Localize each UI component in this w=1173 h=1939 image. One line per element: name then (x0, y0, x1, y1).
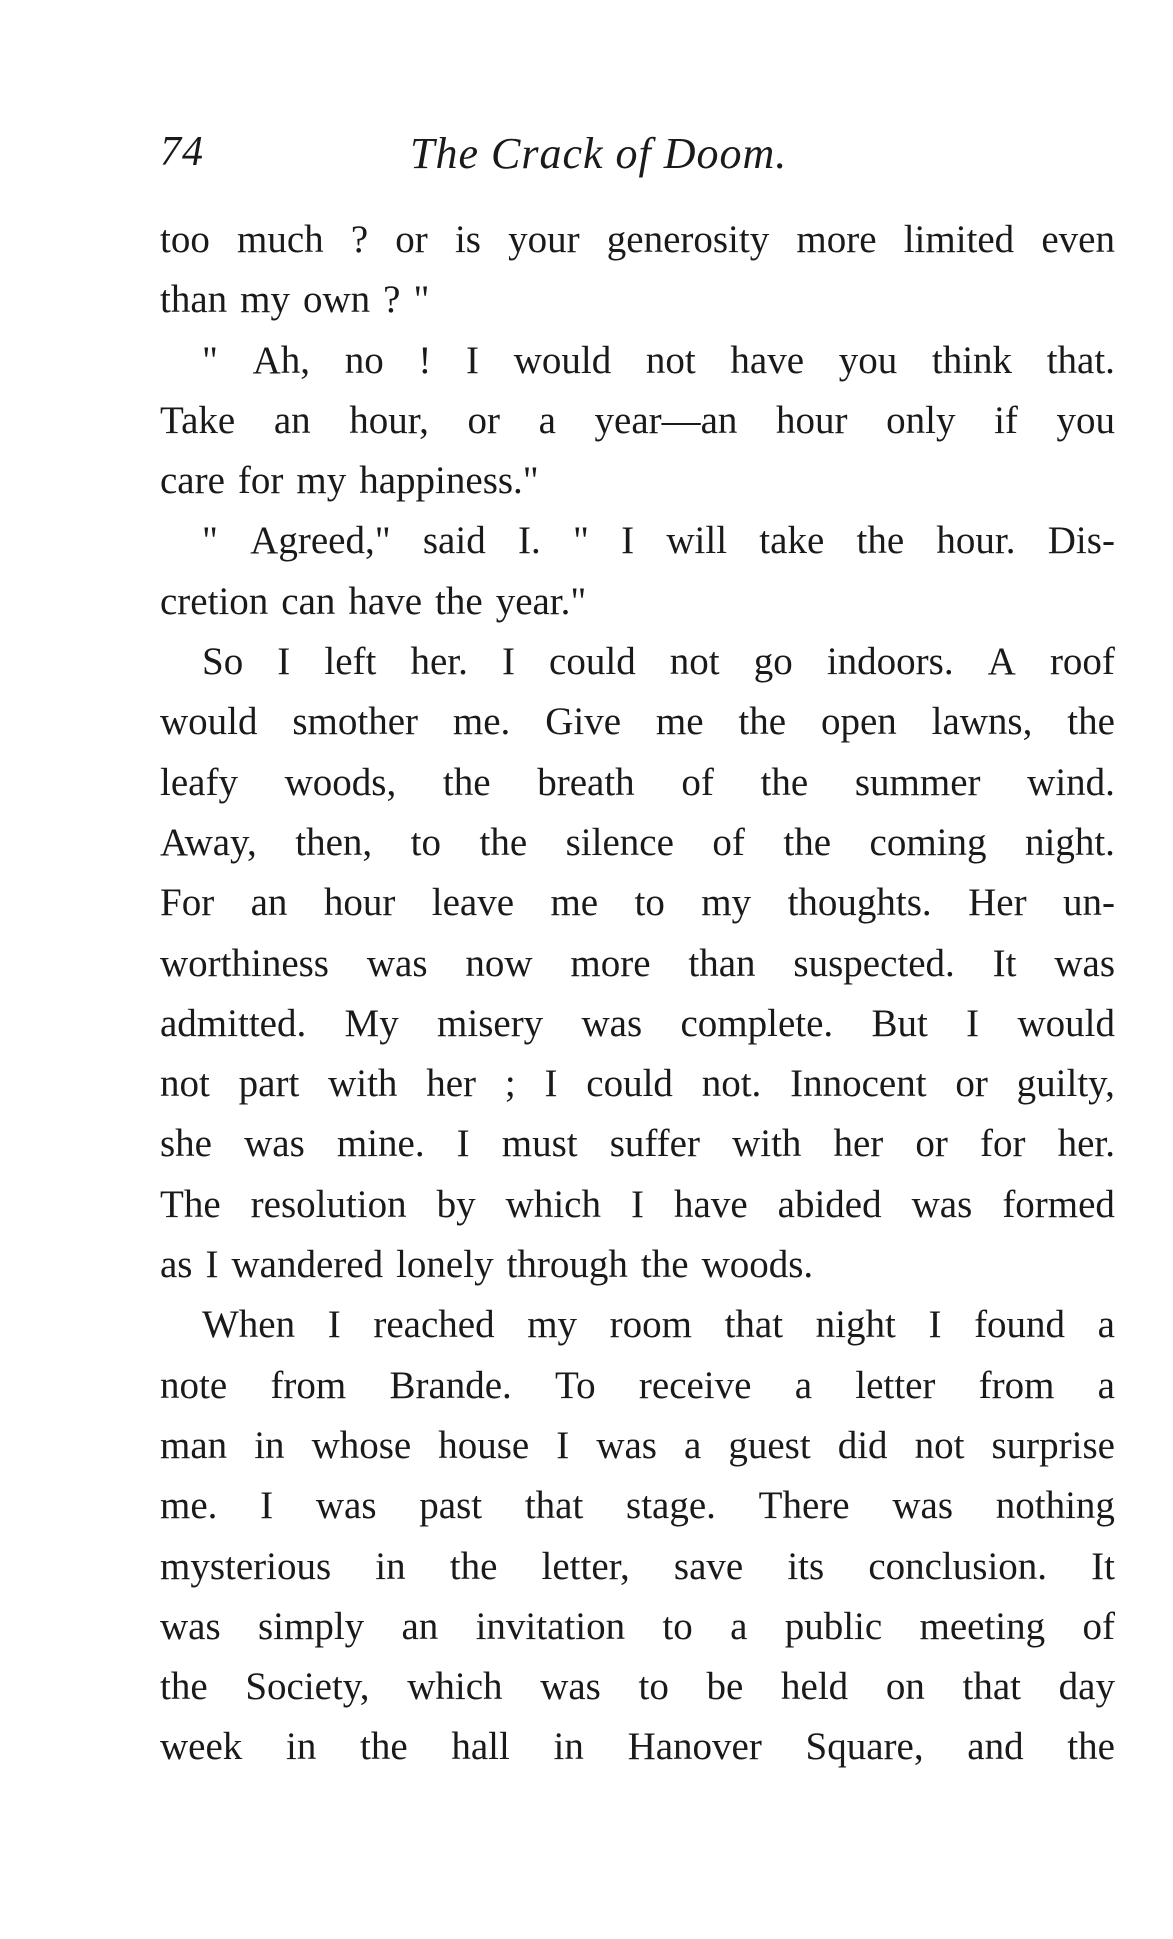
word: more (570, 941, 651, 985)
word: you (838, 338, 898, 382)
word: my (527, 1303, 578, 1347)
word: day (1058, 1665, 1115, 1709)
word: my (701, 881, 752, 925)
word: public (784, 1604, 883, 1648)
word: hour (776, 398, 848, 442)
word: cretion (160, 579, 269, 623)
word: her. (1057, 1122, 1115, 1166)
word: left (324, 640, 377, 684)
word: through (506, 1243, 628, 1287)
word: was (540, 1665, 601, 1709)
word: Society, (245, 1665, 370, 1709)
text-line (160, 1235, 1115, 1295)
text-line (160, 813, 1115, 873)
word: misery (437, 1001, 544, 1045)
word: wandered (231, 1243, 384, 1287)
text-line (160, 994, 1115, 1054)
word: Brande. (389, 1363, 512, 1407)
word: summer (854, 760, 981, 804)
word: My (344, 1001, 399, 1045)
word: could (549, 640, 636, 684)
word: a (794, 1363, 813, 1407)
word: if (994, 398, 1018, 442)
word: would (1017, 1001, 1115, 1045)
word: the (479, 820, 528, 864)
word: There (758, 1484, 850, 1528)
word: own (303, 278, 371, 322)
word: must (501, 1122, 578, 1166)
text-line (160, 1114, 1115, 1174)
word: with (328, 1062, 398, 1106)
word: the (160, 1665, 208, 1709)
word: to (662, 1604, 693, 1648)
word: When (202, 1303, 296, 1347)
word: not (669, 640, 720, 684)
word: year." (495, 579, 587, 623)
word: conclusion. (868, 1544, 1048, 1588)
word: I (544, 1062, 558, 1106)
word: could (586, 1062, 673, 1106)
word: or (915, 1122, 948, 1166)
word: leafy (160, 760, 238, 804)
word: the (360, 1725, 408, 1769)
word: hall (451, 1725, 510, 1769)
text-line (160, 1356, 1115, 1416)
word: guilty, (1016, 1062, 1115, 1106)
word: Away, (160, 820, 257, 864)
word: not. (701, 1062, 762, 1106)
word: invitation (475, 1604, 626, 1648)
word: hour. (936, 519, 1016, 563)
word: was (911, 1182, 973, 1226)
page-number: 74 (160, 129, 204, 175)
word: For (160, 881, 215, 925)
word: me (550, 881, 599, 925)
word: lonely (396, 1243, 494, 1287)
word: thoughts. (787, 881, 932, 925)
word: breath (537, 760, 635, 804)
word: my (296, 459, 347, 503)
word: or (467, 398, 501, 442)
word: part (238, 1062, 300, 1106)
text-line (160, 511, 1115, 571)
word: coming (869, 820, 987, 864)
word: the (449, 1544, 498, 1588)
word: was (244, 1122, 305, 1166)
word: So (202, 640, 244, 684)
word: indoors. (826, 640, 954, 684)
word: the (738, 700, 787, 744)
text-line (160, 1717, 1115, 1777)
word: smother (292, 700, 419, 744)
word: simply (257, 1604, 365, 1648)
word: think (931, 338, 1013, 382)
word: night. (1024, 820, 1115, 864)
word: with (732, 1122, 802, 1166)
word: Square, (805, 1725, 924, 1769)
word: surprise (991, 1423, 1115, 1467)
word: she (160, 1122, 212, 1166)
word: in (254, 1423, 285, 1467)
word: I (456, 1122, 470, 1166)
word: I (501, 640, 515, 684)
word: which (407, 1665, 503, 1709)
word: my (240, 278, 290, 322)
word: an (401, 1604, 439, 1648)
word: too (160, 218, 210, 261)
word: hour, (349, 398, 429, 442)
word: the (783, 820, 832, 864)
word: and (967, 1725, 1024, 1769)
running-title: The Crack of Doom. (410, 129, 788, 178)
word: Innocent (790, 1062, 927, 1106)
text-line (160, 331, 1115, 391)
word: of (681, 760, 714, 804)
word: then, (295, 820, 373, 864)
word: in (375, 1544, 406, 1588)
word: her (426, 1062, 477, 1106)
word: can (281, 579, 336, 623)
word: letter (855, 1363, 936, 1407)
word: happiness." (359, 459, 539, 503)
word: generosity (606, 218, 770, 261)
word: to (634, 881, 665, 925)
word: in (553, 1725, 584, 1769)
word: Agreed," (250, 519, 391, 563)
text-line (160, 451, 1115, 511)
word: the (640, 1243, 689, 1287)
text-line (160, 572, 1115, 632)
word: was (366, 941, 428, 985)
word: I (205, 1243, 219, 1287)
word: in (285, 1725, 317, 1769)
word: save (673, 1544, 744, 1588)
word: letter, (541, 1544, 630, 1588)
word: guest (728, 1423, 811, 1467)
word: It (1091, 1544, 1115, 1588)
word: A (987, 640, 1016, 684)
word: I (260, 1484, 274, 1528)
word: the (1067, 1725, 1115, 1769)
word: by (436, 1182, 476, 1226)
word: I (621, 519, 635, 563)
word: nothing (995, 1484, 1115, 1528)
word: un- (1062, 881, 1115, 925)
word: found (974, 1303, 1066, 1347)
word: was (1054, 941, 1115, 985)
word: me. (160, 1484, 218, 1528)
word: the (1067, 700, 1115, 744)
word: lawns, (931, 700, 1033, 744)
word: not (160, 1062, 210, 1106)
word: is (454, 218, 481, 261)
text-line (160, 934, 1115, 994)
word: no (344, 338, 384, 382)
text-line (160, 1295, 1115, 1355)
word: have (348, 579, 423, 623)
word: not (914, 1423, 965, 1467)
word: woods. (701, 1243, 814, 1287)
word: go (753, 640, 793, 684)
word: was (160, 1604, 221, 1648)
word: that (524, 1484, 584, 1528)
word: night (815, 1303, 896, 1347)
word: did (837, 1423, 888, 1467)
word: that (724, 1303, 784, 1347)
word: I (928, 1303, 942, 1347)
word: receive (638, 1363, 752, 1407)
page-header (160, 128, 1120, 188)
word: " (572, 519, 589, 563)
word: that (962, 1665, 1021, 1709)
word: admitted. (160, 1001, 307, 1045)
word: whose (311, 1423, 412, 1467)
word: complete. (680, 1001, 834, 1045)
word: or (395, 218, 428, 261)
word: I. (517, 519, 541, 563)
word: a (538, 398, 556, 442)
word: formed (1002, 1182, 1115, 1226)
word: meeting (919, 1604, 1046, 1648)
word: Give (545, 700, 621, 744)
word: care (160, 459, 225, 503)
word: reached (373, 1303, 495, 1347)
word: have (674, 1182, 748, 1226)
text-line (160, 1416, 1115, 1476)
word: an (273, 398, 311, 442)
word: was (315, 1484, 377, 1528)
word: woods, (284, 760, 397, 804)
word: to (410, 820, 441, 864)
word: I (556, 1423, 570, 1467)
word: I (966, 1001, 980, 1045)
word: now (465, 941, 533, 985)
word: not (645, 338, 696, 382)
word: was (596, 1423, 657, 1467)
text-line (160, 1175, 1115, 1235)
word: of (1082, 1604, 1115, 1648)
text-line (160, 632, 1115, 692)
text-line (160, 753, 1115, 813)
word: a (1097, 1363, 1115, 1407)
word: It (992, 941, 1017, 985)
word: her. (410, 640, 468, 684)
word: mysterious (160, 1544, 332, 1588)
word: hour (323, 881, 396, 925)
word: the (856, 519, 905, 563)
word: " (202, 338, 218, 382)
word: But (871, 1001, 928, 1045)
text-line (160, 210, 1115, 270)
word: " (202, 519, 218, 563)
word: as (160, 1243, 193, 1287)
word: than (160, 278, 228, 322)
word: mine. (336, 1122, 425, 1166)
word: week (160, 1725, 243, 1769)
word: from (978, 1363, 1055, 1407)
word: open (820, 700, 897, 744)
word: ? (350, 218, 369, 261)
word: I (327, 1303, 341, 1347)
word: a (684, 1423, 702, 1467)
word: abided (777, 1182, 882, 1226)
word: than (688, 941, 756, 985)
word: ? (383, 278, 401, 322)
text-line (160, 1597, 1115, 1657)
word: will (666, 519, 728, 563)
word: more (796, 218, 877, 261)
word: past (419, 1484, 483, 1528)
text-line (160, 391, 1115, 451)
word: or (955, 1062, 988, 1106)
word: the (435, 579, 483, 623)
word: her (833, 1122, 884, 1166)
word: was (581, 1001, 643, 1045)
word: which (505, 1182, 601, 1226)
word: said (422, 519, 486, 563)
word: much (237, 218, 324, 261)
word: for (980, 1122, 1026, 1166)
word: its (787, 1544, 825, 1588)
word: have (730, 338, 805, 382)
word: suffer (609, 1122, 700, 1166)
word: that. (1046, 338, 1115, 382)
word: " (413, 278, 430, 322)
text-line (160, 1054, 1115, 1114)
word: I (631, 1182, 644, 1226)
word: from (270, 1363, 347, 1407)
word: ; (504, 1062, 516, 1106)
word: To (555, 1363, 596, 1407)
word: stage. (626, 1484, 716, 1528)
word: leave (431, 881, 515, 925)
text-line (160, 1476, 1115, 1536)
text-line (160, 270, 1115, 330)
text-line (160, 873, 1115, 933)
word: would (160, 700, 258, 744)
word: Take (160, 398, 236, 442)
word: silence (565, 820, 674, 864)
word: suspected. (793, 941, 955, 985)
word: even (1041, 218, 1115, 261)
word: the (442, 760, 491, 804)
word: an (250, 881, 288, 925)
word: the (760, 760, 809, 804)
word: take (759, 519, 825, 563)
word: limited (903, 218, 1015, 261)
word: Dis- (1047, 519, 1115, 563)
text-line (160, 1657, 1115, 1717)
word: house (438, 1423, 530, 1467)
word: resolution (250, 1182, 407, 1226)
body-text (160, 210, 1115, 1778)
word: I (277, 640, 291, 684)
word: would (513, 338, 612, 382)
word: only (886, 398, 956, 442)
word: Her (968, 881, 1027, 925)
word: you (1056, 398, 1115, 442)
word: me (655, 700, 704, 744)
word: Hanover (627, 1725, 762, 1769)
word: of (712, 820, 745, 864)
word: wind. (1027, 760, 1115, 804)
word: be (706, 1665, 744, 1709)
word: Ah, (252, 338, 311, 382)
word: room (609, 1303, 692, 1347)
word: for (237, 459, 284, 503)
word: man (160, 1423, 228, 1467)
text-line (160, 692, 1115, 752)
word: me. (452, 700, 511, 744)
word: roof (1049, 640, 1115, 684)
word: The (160, 1182, 221, 1226)
word: note (160, 1363, 228, 1407)
word: worthiness (160, 941, 329, 985)
word: on (885, 1665, 925, 1709)
word: a (1097, 1303, 1115, 1347)
text-line (160, 1537, 1115, 1597)
word: year—an (594, 398, 738, 442)
word: I (466, 338, 480, 382)
word: your (508, 218, 580, 261)
word: ! (418, 338, 432, 382)
word: held (781, 1665, 849, 1709)
word: to (638, 1665, 669, 1709)
word: was (892, 1484, 953, 1528)
word: a (730, 1604, 748, 1648)
